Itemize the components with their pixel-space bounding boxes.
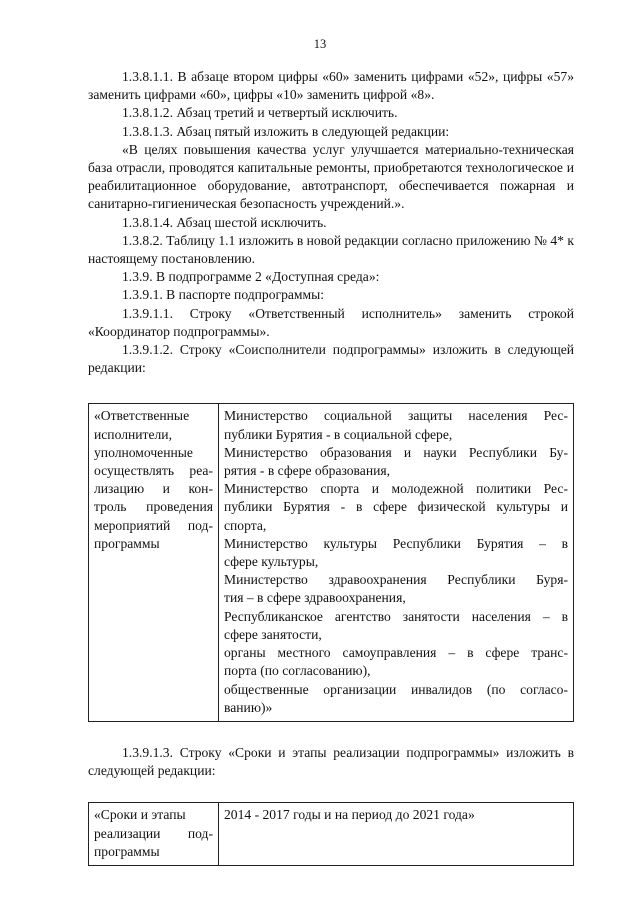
cell-line: «Сроки и этапы xyxy=(94,807,186,823)
cell-line: ванию)» xyxy=(224,699,273,715)
cell-line: тия – в сфере здравоохранения, xyxy=(224,590,406,606)
page-number: 13 xyxy=(313,37,327,51)
timeline-table xyxy=(88,802,574,866)
coexecutors-table xyxy=(88,403,574,721)
cell-line: спорта, xyxy=(224,517,267,533)
table-row xyxy=(89,404,574,721)
cell-line: сфере занятости, xyxy=(224,626,322,642)
cell-line: уполномоченные xyxy=(94,444,193,460)
paragraph: 1.3.8.1.4. Абзац шестой исключить. xyxy=(122,214,327,230)
cell-line: осуществлять реа- xyxy=(94,463,213,479)
cell-line: Министерство здравоохранения Республики Буря- xyxy=(224,572,568,588)
document-body xyxy=(88,68,574,866)
cell-line: рятия - в сфере образования, xyxy=(224,463,391,479)
cell-line: троль проведения xyxy=(94,499,213,515)
cell-line: Министерство образования и науки Республики Бу- xyxy=(224,444,568,460)
cell-line: общественные организации инвалидов (по согласо- xyxy=(224,681,568,697)
paragraph: 1.3.9.1. В паспорте подпрограммы: xyxy=(122,287,325,303)
cell-line: мероприятий под- xyxy=(94,517,213,533)
paragraph: 1.3.9. В подпрограмме 2 «Доступная среда»: xyxy=(122,269,380,285)
table-cell-label xyxy=(89,404,219,721)
cell-line: порта (по согласованию), xyxy=(224,663,371,679)
cell-line: программы xyxy=(94,843,160,859)
cell-line: Республиканское агентство занятости населения – в xyxy=(224,608,568,624)
quoted-paragraph: «В целях повышения качества услуг улучшается материально-техническая база отрасли, проводятся капитальные ремонты, приобретаются технологическое и реабилитационное оборудование, автотранспорт, обеспечивается пожарная и санитарно-гигиеническая безопасность учреждений.». xyxy=(88,141,574,212)
paragraph: 1.3.8.1.2. Абзац третий и четвертый исключить. xyxy=(122,105,398,121)
cell-line: исполнители, xyxy=(94,426,172,442)
table-cell-value xyxy=(219,404,574,721)
cell-line: публики Бурятия - в сфере физической культуры и xyxy=(224,499,568,515)
paragraph: 1.3.9.1.3. Строку «Сроки и этапы реализации подпрограммы» изложить в следующей редакции: xyxy=(88,744,574,779)
cell-line: «Ответственные xyxy=(94,408,190,424)
cell-line: Министерство культуры Республики Бурятия – в xyxy=(224,535,568,551)
cell-line: Министерство социальной защиты населения Рес- xyxy=(224,408,568,424)
cell-line: реализации под- xyxy=(94,825,213,841)
paragraph: 1.3.8.1.1. В абзаце втором цифры «60» заменить цифрами «52», цифры «57» заменить цифрами «60», цифры «10» заменить цифрой «8». xyxy=(88,69,574,103)
table-cell-value xyxy=(219,803,574,866)
cell-line: Министерство спорта и молодежной политики Рес- xyxy=(224,481,568,497)
cell-line: органы местного самоуправления – в сфере транс- xyxy=(224,645,568,661)
paragraph: 1.3.9.1.2. Строку «Соисполнители подпрограммы» изложить в следующей редакции: xyxy=(88,342,574,376)
paragraph: 1.3.8.2. Таблицу 1.1 изложить в новой редакции согласно приложению № 4* к настоящему постановлению. xyxy=(88,232,574,267)
table-cell-label xyxy=(89,803,219,866)
cell-line: сфере культуры, xyxy=(224,554,319,570)
cell-line: лизацию и кон- xyxy=(94,481,213,497)
paragraph: 1.3.8.1.3. Абзац пятый изложить в следующей редакции: xyxy=(122,123,450,139)
cell-line: 2014 - 2017 годы и на период до 2021 года» xyxy=(224,807,475,823)
paragraph: 1.3.9.1.1. Строку «Ответственный исполнитель» заменить строкой «Координатор подпрограммы». xyxy=(88,305,574,339)
cell-line: публики Бурятия - в социальной сфере, xyxy=(224,426,453,442)
table-row xyxy=(89,803,574,866)
cell-line: программы xyxy=(94,535,160,551)
